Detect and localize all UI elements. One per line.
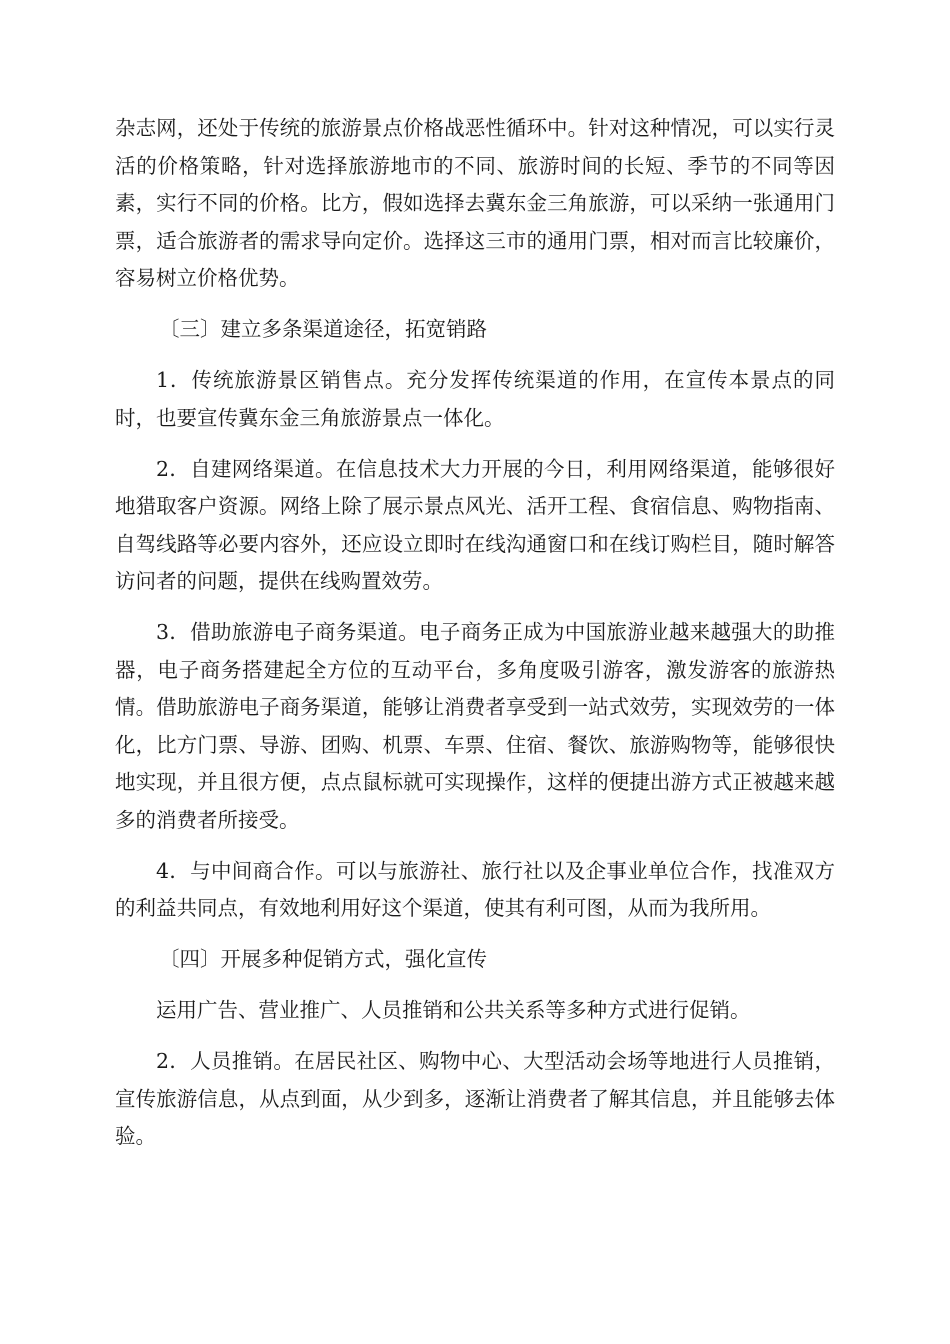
paragraph-pricing-continued: 杂志网，还处于传统的旅游景点价格战恶性循环中。针对这种情况，可以实行灵活的价格策略，针对选择旅游地市的不同、旅游时间的长短、季节的不同等因素，实行不同的价格。比方，假如选择去冀东金三角旅游，可以采纳一张通用门票，适合旅游者的需求导向定价。选择这三市的通用门票，相对而言比较廉价，容易树立价格优势。 [115,116,835,290]
paragraph-traditional-sales: 1．传统旅游景区销售点。充分发挥传统渠道的作用，在宣传本景点的同时，也要宣传冀东金三角旅游景点一体化。 [115,368,835,430]
section-heading-channels: 〔三〕建立多条渠道途径，拓宽销路 [159,317,487,341]
section-heading-promotion: 〔四〕开展多种促销方式，强化宣传 [159,947,487,971]
paragraph-intermediaries: 4．与中间商合作。可以与旅游社、旅行社以及企事业单位合作，找准双方的利益共同点，有效地利用好这个渠道，使其有利可图，从而为我所用。 [115,858,835,920]
document-body [115,110,835,1169]
paragraph-online-channel: 2．自建网络渠道。在信息技术大力开展的今日，利用网络渠道，能够很好地猎取客户资源。网络上除了展示景点风光、活开工程、食宿信息、购物指南、自驾线路等必要内容外，还应设立即时在线沟通窗口和在线订购栏目，随时解答访问者的问题，提供在线购置效劳。 [115,456,835,593]
paragraph-ecommerce-channel: 3．借助旅游电子商务渠道。电子商务正成为中国旅游业越来越强大的助推器，电子商务搭建起全方位的互动平台，多角度吸引游客，激发游客的旅游热情。借助旅游电子商务渠道，能够让消费者享受到一站式效劳，实现效劳的一体化，比方门票、导游、团购、机票、车票、住宿、餐饮、旅游购物等，能够很快地实现，并且很方便，点点鼠标就可实现操作，这样的便捷出游方式正被越来越多的消费者所接受。 [115,620,835,832]
paragraph-promotion-methods: 运用广告、营业推广、人员推销和公共关系等多种方式进行促销。 [156,998,751,1022]
paragraph-personal-selling: 2．人员推销。在居民社区、购物中心、大型活动会场等地进行人员推销，宣传旅游信息，从点到面，从少到多，逐渐让消费者了解其信息，并且能够去体验。 [115,1049,835,1148]
